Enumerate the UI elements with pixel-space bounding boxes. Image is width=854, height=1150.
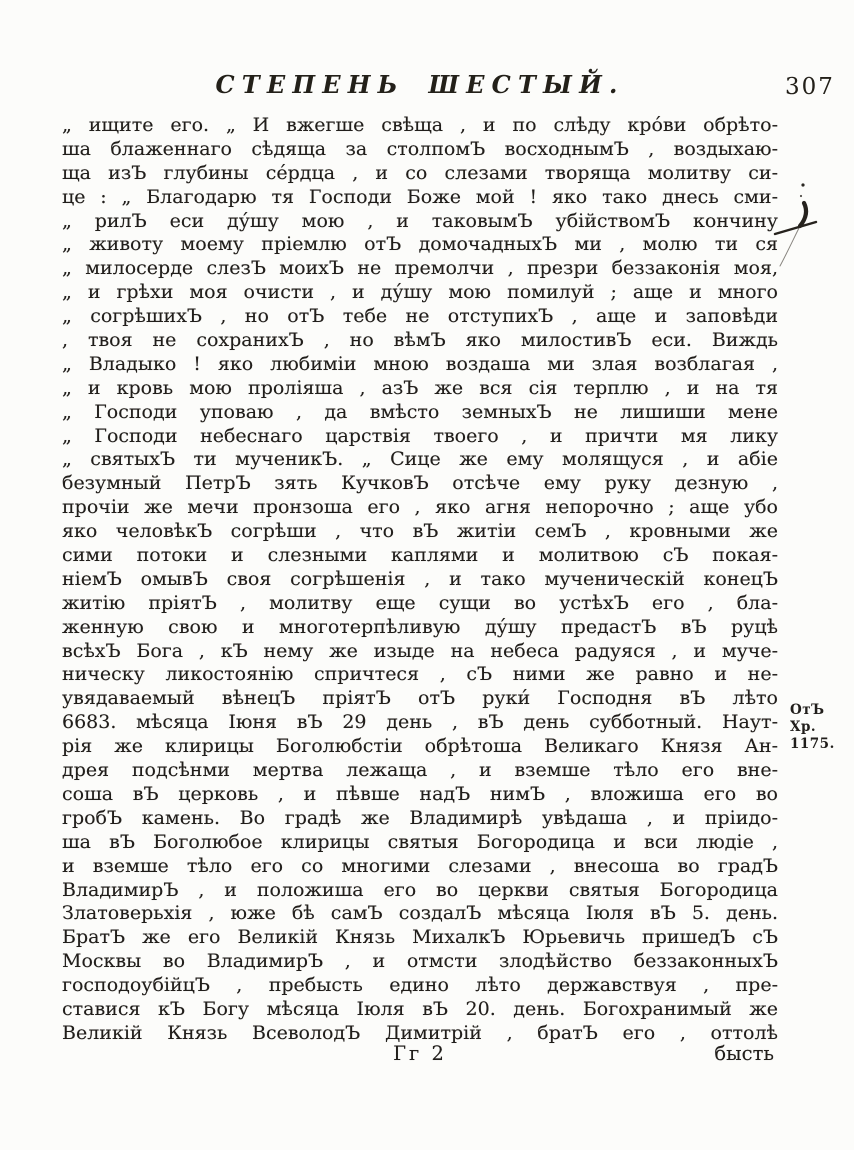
text-line: „ и грѣхи моя очисти , и ду́шу мою помилуй ; аще и много [62,281,778,304]
running-title: СТЕПЕНЬ ШЕСТЫЙ. [215,70,625,99]
text-line: „ и кровь мою проліяша , азЪ же вся сія терплю , и на тя [62,376,778,399]
text-line: , твоя не сохранихЪ , но вѣмЪ яко милостивЪ еси. Виждь [62,329,778,352]
text-line: „ святыхЪ ти мученикЪ. „ Сице же ему молящуся , и абіе [62,448,778,471]
margin-note-date [790,702,852,753]
margin-note-line-1: ОтЪ Хр. [790,702,825,735]
text-line: соша вЪ церковь , и пѣвше надЪ нимЪ , вложиша его во [62,782,778,805]
text-line: „ Господи уповаю , да вмѣсто земныхЪ не лишиши мене [62,400,778,423]
text-line: Москвы во ВладимирЪ , и отмсти злодѣйство беззаконныхЪ [62,950,778,973]
page-header [62,70,835,106]
text-line: ша вЪ Боголюбое клирицы святыя Богородица и вси людіе , [62,830,778,853]
text-line: „ животу моему пріемлю отЪ домочадныхЪ ми , молю ти ся [62,233,778,256]
signature-mark: Гг 2 [393,1042,447,1065]
text-line: господоубійцЪ , пребысть едино лѣто державствуя , пре- [62,974,778,997]
text-line: ВладимирЪ , и положиша его во церкви святыя Богородица [62,878,778,901]
text-line: увядаваемый вѣнецЪ пріятЪ отЪ руки́ Господня вЪ лѣто [62,687,778,710]
text-line: ша блаженнаго сѣдяща за столпомЪ восходнымЪ , воздыхаю- [62,137,778,160]
text-line: „ Господи небеснаго царствія твоего , и причти мя лику [62,424,778,447]
text-line: ніемЪ омывЪ своя согрѣшенія , и тако мученическій конецЪ [62,567,778,590]
page-footer [62,1042,778,1068]
text-line: БратЪ же его Великій Князь МихалкЪ Юрьевичь пришедЪ сЪ [62,926,778,949]
text-line: Златоверьхія , юже бѣ самЪ создалЪ мѣсяца Іюля вЪ 5. день. [62,902,778,925]
text-line: рія же клирицы Боголюбстіи обрѣтоша Великаго Князя Ан- [62,735,778,758]
text-line: житію пріятЪ , молитву еще сущи во устѣхЪ его , бла- [62,591,778,614]
text-line: женную свою и многотерпѣливую ду́шу предастЪ вЪ руцѣ [62,615,778,638]
text-line: „ рилЪ еси ду́шу мою , и таковымЪ убійствомЪ кончину [62,209,778,232]
text-line: сими потоки и слезными каплями и молитвою сЪ покая- [62,544,778,567]
catchword: бысть [714,1042,774,1065]
text-line: прочіи же мечи пронзоша его , яко агня непорочно ; аще убо [62,496,778,519]
text-line: „ согрѣшихЪ , но отЪ тебе не отступихЪ , аще и заповѣди [62,305,778,328]
text-line: Великій Князь ВсеволодЪ Димитрій , братЪ его , оттолѣ [62,1021,778,1044]
text-line: ща изЪ глубины се́рдца , и со слезами творяща молитву си- [62,161,778,184]
text-line: и вземше тѣло его со многими слезами , внесоша во градЪ [62,854,778,877]
text-line: всѣхЪ Бога , кЪ нему же изыде на небеса радуяся , и муче- [62,639,778,662]
text-line: „ милосерде слезЪ моихЪ не премолчи , презри беззаконія моя, [62,257,778,280]
text-line: ставися кЪ Богу мѣсяца Іюля вЪ 20. день. Богохранимый же [62,997,778,1020]
text-line: яко человѣкЪ согрѣши , что вЪ житіи семЪ , кровными же [62,520,778,543]
text-line: ническу ликостоянію спричтеся , сЪ ними же равно и не- [62,663,778,686]
text-line: гробЪ камень. Во градѣ же Владимирѣ увѣдаша , и пріидо- [62,806,778,829]
text-line: „ ищите его. „ И вжегше свѣща , и по слѣду кро́ви обрѣто- [62,114,778,136]
text-line: безумный ПетрЪ зять КучковЪ отсѣче ему руку дезную , [62,472,778,495]
text-line: дрея подсѣнми мертва лежаща , и вземше тѣло его вне- [62,759,778,782]
margin-note-line-2: 1175. [790,736,835,752]
text-line: 6683. мѣсяца Іюня вЪ 29 день , вЪ день субботный. Наут- [62,711,778,734]
text-line: це : „ Благодарю тя Господи Боже мой ! яко тако днесь сми- [62,185,778,208]
body-text [62,114,778,1046]
page-number: 307 [785,74,835,100]
text-line: „ Владыко ! яко любиміи мною воздаша ми злая возблагая , [62,352,778,375]
